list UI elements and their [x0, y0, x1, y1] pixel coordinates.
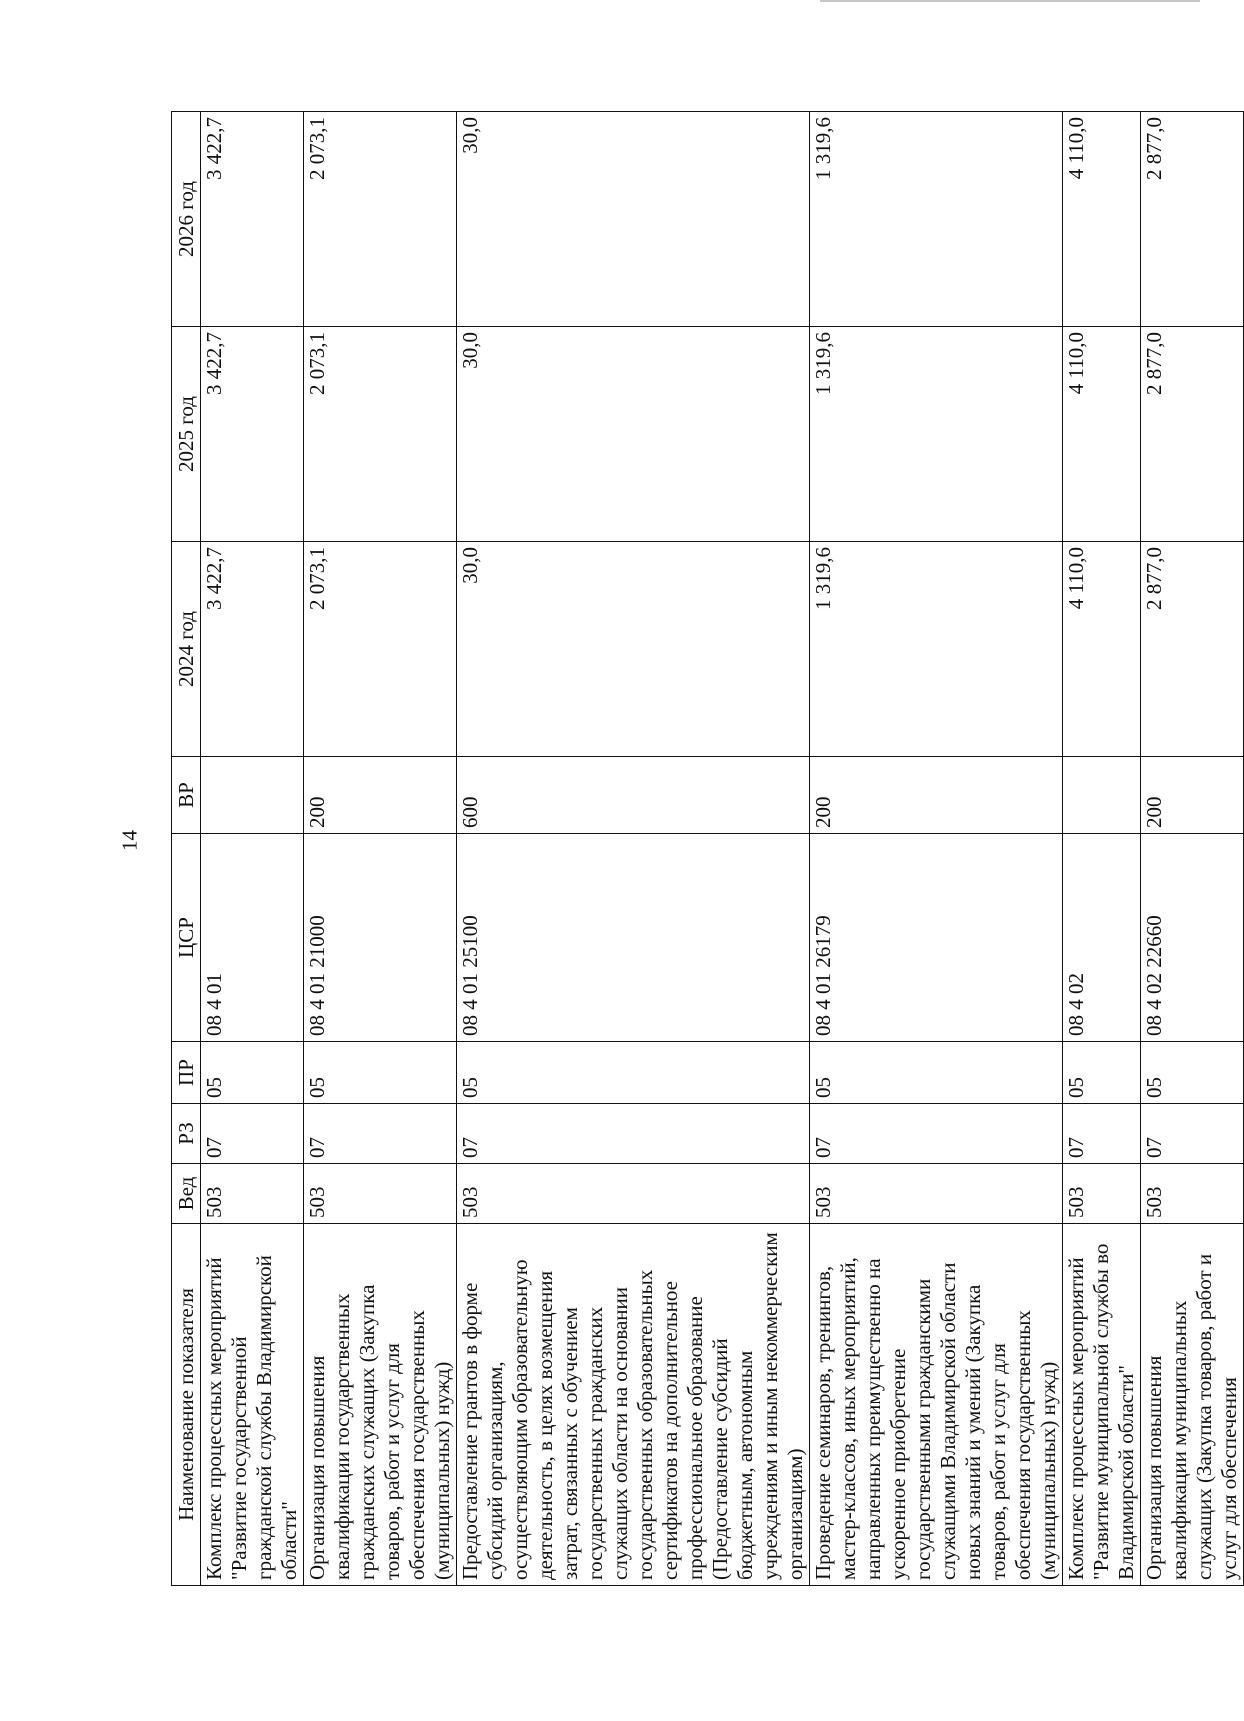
cell-2026: 4 110,0 — [1063, 112, 1141, 327]
cell-vr: 200 — [810, 757, 1063, 834]
cell-2024: 2 073,1 — [304, 542, 457, 757]
cell-ved: 503 — [457, 1164, 810, 1224]
cell-2026: 2 877,0 — [1141, 112, 1244, 327]
cell-csr: 08 4 02 — [1063, 834, 1141, 1042]
cell-ved: 503 — [201, 1164, 304, 1224]
header-pr: ПР — [172, 1042, 201, 1104]
header-vr: ВР — [172, 757, 201, 834]
cell-2025: 2 073,1 — [304, 327, 457, 542]
cell-name: Комплекс процессных мероприятий "Развитие государственной гражданской службы Владимирской области" — [201, 1224, 304, 1586]
header-2025: 2025 год — [172, 327, 201, 542]
table-row — [201, 112, 304, 1586]
cell-ved: 503 — [810, 1164, 1063, 1224]
cell-2026: 3 422,7 — [201, 112, 304, 327]
cell-pr: 05 — [457, 1042, 810, 1104]
cell-rz: 07 — [810, 1104, 1063, 1164]
cell-vr: 200 — [304, 757, 457, 834]
cell-csr: 08 4 01 26179 — [810, 834, 1063, 1042]
page-number: 14 — [117, 830, 142, 851]
header-name: Наименование показателя — [172, 1224, 201, 1586]
cell-rz: 07 — [201, 1104, 304, 1164]
cell-2024: 30,0 — [457, 542, 810, 757]
cell-2024: 2 877,0 — [1141, 542, 1244, 757]
cell-ved: 503 — [1141, 1164, 1244, 1224]
cell-pr: 05 — [304, 1042, 457, 1104]
table-row — [1141, 112, 1244, 1586]
cell-name: Организация повышения квалификации муниципальных служащих (Закупка товаров, работ и услуг для обеспечения — [1141, 1224, 1244, 1586]
cell-vr — [1063, 757, 1141, 834]
cell-vr: 600 — [457, 757, 810, 834]
cell-name: Проведение семинаров, тренингов, мастер-классов, иных мероприятий, направленных преимущественно на ускоренное приобретение государственными гражданскими служащими Владимирской области новых знаний и умений (Закупка товаров, работ и услуг для обеспечения государственных (муниципальных) нужд) — [810, 1224, 1063, 1586]
budget-table-rotated — [171, 112, 1241, 1586]
cell-2024: 1 319,6 — [810, 542, 1063, 757]
cell-csr: 08 4 01 25100 — [457, 834, 810, 1042]
cell-rz: 07 — [457, 1104, 810, 1164]
cell-2025: 1 319,6 — [810, 327, 1063, 542]
header-2026: 2026 год — [172, 112, 201, 327]
cell-2026: 1 319,6 — [810, 112, 1063, 327]
cell-pr: 05 — [1063, 1042, 1141, 1104]
cell-vr: 200 — [1141, 757, 1244, 834]
cell-csr: 08 4 01 — [201, 834, 304, 1042]
cell-rz: 07 — [1063, 1104, 1141, 1164]
cell-2025: 30,0 — [457, 327, 810, 542]
cell-2024: 4 110,0 — [1063, 542, 1141, 757]
table-row — [810, 112, 1063, 1586]
scan-edge-artifact — [820, 0, 1200, 2]
cell-name: Организация повышения квалификации государственных гражданских служащих (Закупка товаров, работ и услуг для обеспечения государственных (муниципальных) нужд) — [304, 1224, 457, 1586]
cell-rz: 07 — [1141, 1104, 1244, 1164]
cell-name: Комплекс процессных мероприятий "Развитие муниципальной службы во Владимирской области" — [1063, 1224, 1141, 1586]
header-ved: Вед — [172, 1164, 201, 1224]
cell-ved: 503 — [304, 1164, 457, 1224]
table-row — [457, 112, 810, 1586]
cell-pr: 05 — [1141, 1042, 1244, 1104]
header-2024: 2024 год — [172, 542, 201, 757]
cell-ved: 503 — [1063, 1164, 1141, 1224]
cell-2025: 4 110,0 — [1063, 327, 1141, 542]
cell-2025: 2 877,0 — [1141, 327, 1244, 542]
table-row — [1063, 112, 1141, 1586]
header-csr: ЦСР — [172, 834, 201, 1042]
cell-rz: 07 — [304, 1104, 457, 1164]
budget-table — [171, 111, 1244, 1586]
cell-pr: 05 — [201, 1042, 304, 1104]
cell-vr — [201, 757, 304, 834]
table-header-row — [172, 112, 201, 1586]
header-rz: РЗ — [172, 1104, 201, 1164]
cell-name: Предоставление грантов в форме субсидий организациям, осуществляющим образовательную деятельность, в целях возмещения затрат, связанных с обучением государственных гражданских служащих области на основании государственных образовательных сертификатов на дополнительное профессиональное образование (Предоставление субсидий бюджетным, автономным учреждениям и иным некоммерческим организациям) — [457, 1224, 810, 1586]
cell-2026: 2 073,1 — [304, 112, 457, 327]
table-row — [304, 112, 457, 1586]
cell-csr: 08 4 01 21000 — [304, 834, 457, 1042]
cell-pr: 05 — [810, 1042, 1063, 1104]
cell-2024: 3 422,7 — [201, 542, 304, 757]
cell-csr: 08 4 02 22660 — [1141, 834, 1244, 1042]
cell-2026: 30,0 — [457, 112, 810, 327]
cell-2025: 3 422,7 — [201, 327, 304, 542]
